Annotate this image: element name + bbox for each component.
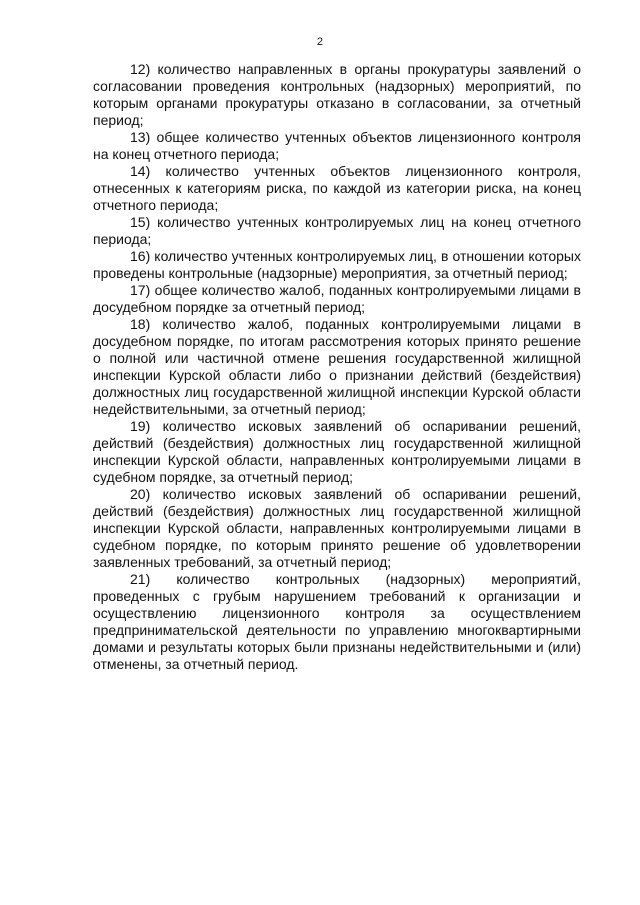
list-item-16: 16) количество учтенных контролируемых лиц, в отношении которых проведены контрольные (надзорные) мероприятия, за отчетный период; (93, 248, 581, 281)
list-item-15: 15) количество учтенных контролируемых лиц на конец отчетного периода; (93, 214, 581, 247)
page-number: 2 (316, 36, 324, 48)
list-item-20: 20) количество исковых заявлений об оспаривании решений, действий (бездействия) должностных лиц государственной жилищной инспекции Курской области, направленных контролируемыми лицами в судебном порядке, по которым принято решение об удовлетворении заявленных требований, за отчетный период; (93, 486, 581, 570)
list-item-13: 13) общее количество учтенных объектов лицензионного контроля на конец отчетного периода; (93, 129, 581, 162)
list-item-12: 12) количество направленных в органы прокуратуры заявлений о согласовании проведения контрольных (надзорных) мероприятий, по которым органами прокуратуры отказано в согласовании, за отчетный период; (93, 61, 581, 128)
list-item-19: 19) количество исковых заявлений об оспаривании решений, действий (бездействия) должностных лиц государственной жилищной инспекции Курской области, направленных контролируемыми лицами в судебном порядке, за отчетный период; (93, 418, 581, 485)
document-body (93, 61, 581, 673)
list-item-18: 18) количество жалоб, поданных контролируемыми лицами в досудебном порядке, по итогам рассмотрения которых принято решение о полной или частичной отмене решения государственной жилищной инспекции Курской области либо о признании действий (бездействия) должностных лиц государственной жилищной инспекции Курской области недействительными, за отчетный период; (93, 316, 581, 417)
list-item-17: 17) общее количество жалоб, поданных контролируемыми лицами в досудебном порядке за отчетный период; (93, 282, 581, 315)
list-item-14: 14) количество учтенных объектов лицензионного контроля, отнесенных к категориям риска, по каждой из категории риска, на конец отчетного периода; (93, 163, 581, 213)
list-item-21: 21) количество контрольных (надзорных) мероприятий, проведенных с грубым нарушением требований к организации и осуществлению лицензионного контроля за осуществлением предпринимательской деятельности по управлению многоквартирными домами и результаты которых были признаны недействительными и (или) отменены, за отчетный период. (93, 571, 581, 672)
